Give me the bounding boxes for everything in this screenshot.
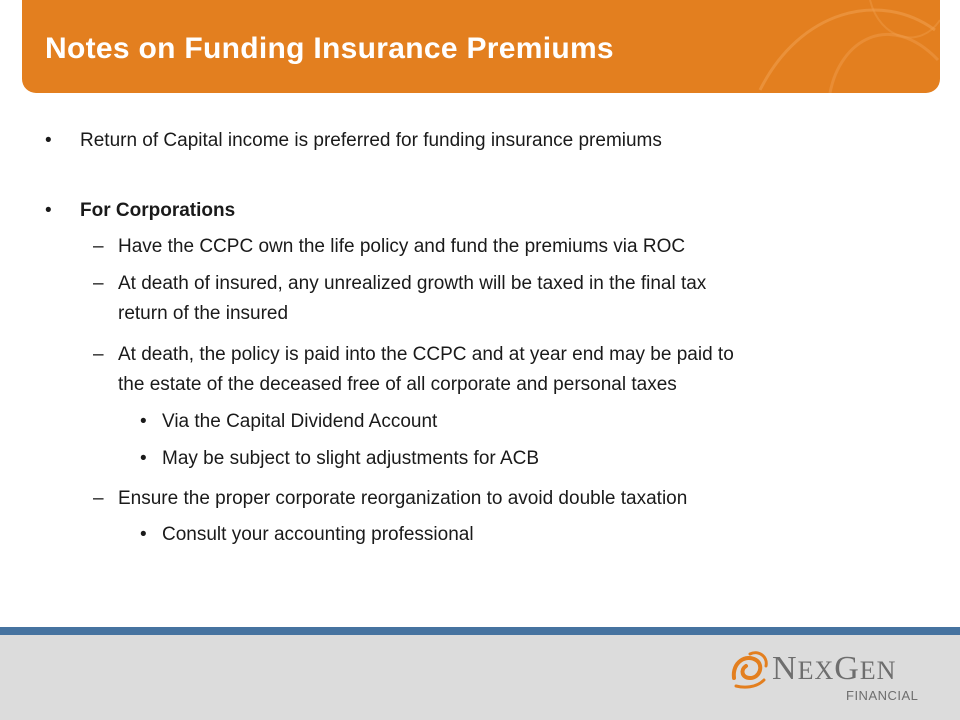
sub-bullet-marker: •: [140, 524, 147, 545]
sub-item-text-continued: return of the insured: [118, 303, 289, 324]
sub-sub-item-text: Via the Capital Dividend Account: [162, 411, 438, 432]
dash-marker: –: [93, 488, 104, 509]
sub-item-text: At death of insured, any unrealized growth will be taxed in the final tax: [118, 273, 707, 294]
swirl-decoration-icon: [720, 0, 940, 93]
sub-item-text: Ensure the proper corporate reorganization to avoid double taxation: [118, 488, 688, 509]
logo-letters-en: EN: [859, 656, 897, 685]
sub-item-text-continued: the estate of the deceased free of all corporate and personal taxes: [118, 374, 677, 395]
dash-marker: –: [93, 236, 104, 257]
sub-bullet-marker: •: [140, 448, 147, 469]
nexgen-logo: [728, 646, 943, 708]
logo-letters-ex: EX: [797, 656, 835, 685]
sub-item-text: Have the CCPC own the life policy and fund the premiums via ROC: [118, 236, 686, 257]
nexgen-swirl-icon: [728, 648, 770, 690]
footer-rule: [0, 627, 960, 635]
slide-title: Notes on Funding Insurance Premiums: [45, 32, 614, 65]
bullet-marker: •: [45, 200, 52, 221]
logo-wordmark: [772, 650, 896, 688]
sub-sub-item-text: Consult your accounting professional: [162, 524, 474, 545]
bullet-marker: •: [45, 130, 52, 151]
sub-bullet-marker: •: [140, 411, 147, 432]
sub-sub-item-text: May be subject to slight adjustments for ACB: [162, 448, 540, 469]
logo-letter-n: N: [772, 650, 798, 687]
logo-subtitle: FINANCIAL: [846, 688, 919, 703]
section-heading: For Corporations: [80, 200, 236, 221]
logo-letter-g: G: [834, 650, 860, 687]
dash-marker: –: [93, 273, 104, 294]
dash-marker: –: [93, 344, 104, 365]
bullet-text: Return of Capital income is preferred for funding insurance premiums: [80, 130, 662, 151]
sub-item-text: At death, the policy is paid into the CCPC and at year end may be paid to: [118, 344, 734, 365]
